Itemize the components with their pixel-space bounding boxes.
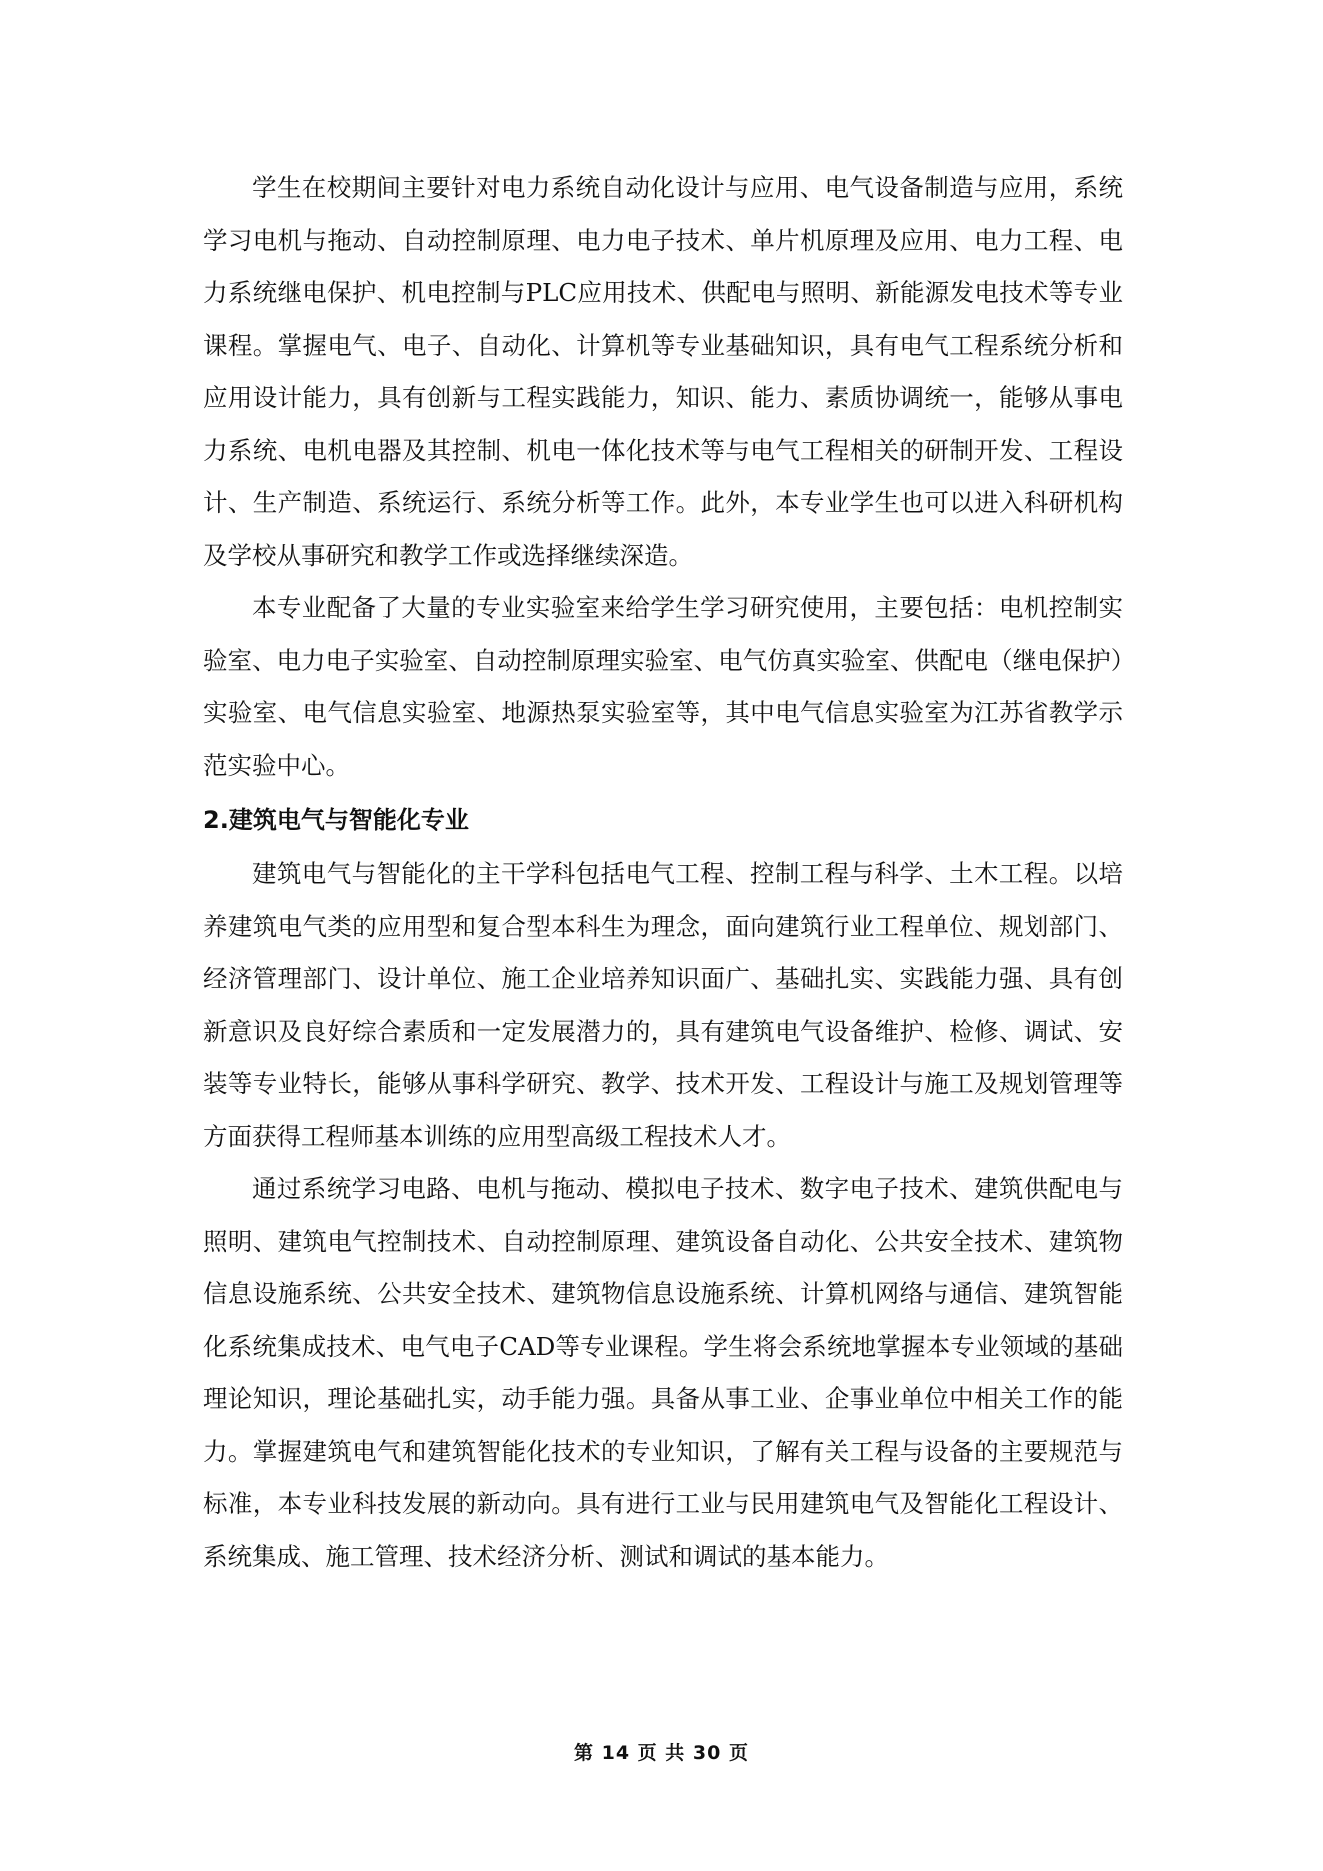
section-heading: 2.建筑电气与智能化专业 — [203, 806, 469, 834]
paragraph-curriculum: 学生在校期间主要针对电力系统自动化设计与应用、电气设备制造与应用，系统学习电机与拖动、自动控制原理、电力电子技术、单片机原理及应用、电力工程、电力系统继电保护、机电控制与PLC应用技术、供配电与照明、新能源发电技术等专业课程。掌握电气、电子、自动化、计算机等专业基础知识，具有电气工程系统分析和应用设计能力，具有创新与工程实践能力，知识、能力、素质协调统一，能够从事电力系统、电机电器及其控制、机电一体化技术等与电气工程相关的研制开发、工程设计、生产制造、系统运行、系统分析等工作。此外，本专业学生也可以进入科研机构及学校从事研究和教学工作或选择继续深造。 — [203, 173, 1123, 570]
paragraph-major-courses: 通过系统学习电路、电机与拖动、模拟电子技术、数字电子技术、建筑供配电与照明、建筑电气控制技术、自动控制原理、建筑设备自动化、公共安全技术、建筑物信息设施系统、公共安全技术、建筑物信息设施系统、计算机网络与通信、建筑智能化系统集成技术、电气电子CAD等专业课程。学生将会系统地掌握本专业领域的基础理论知识，理论基础扎实，动手能力强。具备从事工业、企事业单位中相关工作的能力。掌握建筑电气和建筑智能化技术的专业知识，了解有关工程与设备的主要规范与标准，本专业科技发展的新动向。具有进行工业与民用建筑电气及智能化工程设计、系统集成、施工管理、技术经济分析、测试和调试的基本能力。 — [203, 1174, 1123, 1571]
page-content — [203, 162, 1123, 1583]
paragraph-laboratories: 本专业配备了大量的专业实验室来给学生学习研究使用，主要包括：电机控制实验室、电力电子实验室、自动控制原理实验室、电气仿真实验室、供配电（继电保护）实验室、电气信息实验室、地源热泵实验室等，其中电气信息实验室为江苏省教学示范实验中心。 — [203, 593, 1123, 780]
paragraph-major-overview: 建筑电气与智能化的主干学科包括电气工程、控制工程与科学、土木工程。以培养建筑电气类的应用型和复合型本科生为理念，面向建筑行业工程单位、规划部门、经济管理部门、设计单位、施工企业培养知识面广、基础扎实、实践能力强、具有创新意识及良好综合素质和一定发展潜力的，具有建筑电气设备维护、检修、调试、安装等专业特长，能够从事科学研究、教学、技术开发、工程设计与施工及规划管理等方面获得工程师基本训练的应用型高级工程技术人才。 — [203, 859, 1123, 1151]
page-number-footer: 第 14 页 共 30 页 — [574, 1742, 749, 1764]
